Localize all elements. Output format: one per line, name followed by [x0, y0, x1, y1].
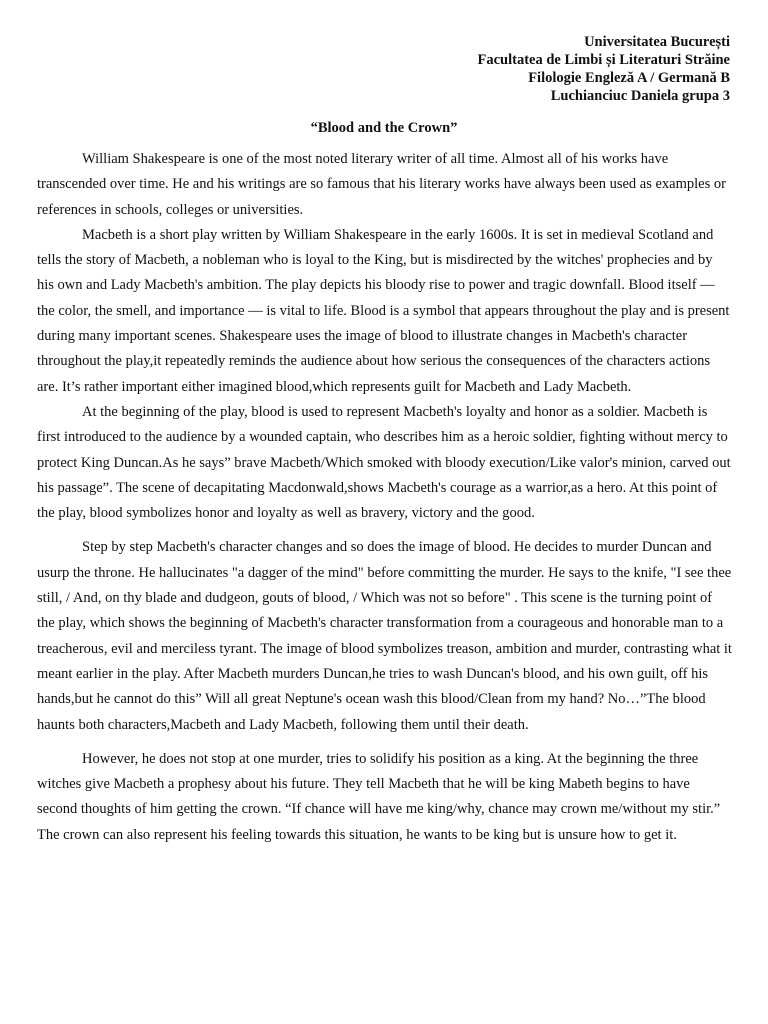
author-header: [477, 33, 730, 105]
program-name: Filologie Engleză A / Germană B: [528, 70, 730, 86]
paragraph-macbeth-summary: Macbeth is a short play written by William Shakespeare in the early 1600s. It is set in medieval Scotland and tells the story of Macbeth, a nobleman who is loyal to the King, but is misdirected by the witches' prophecies and by his own and Lady Macbeth's ambition. The play depicts his bloody rise to power and tragic downfall. Blood itself — the color, the smell, and importance — is vital to life. Blood is a symbol that appears throughout the play and is present during many important scenes. Shakespeare uses the image of blood to illustrate changes in Macbeth's character throughout the play,it repeatedly reminds the audience about how serious the consequences of the characters actions are. It’s rather important either imagined blood,which represents guilt for Macbeth and Lady Macbeth.: [37, 226, 730, 395]
essay-body: [37, 147, 733, 848]
university-name: Universitatea București: [584, 34, 730, 50]
faculty-name: Facultatea de Limbi și Literaturi Străine: [477, 52, 730, 68]
paragraph-intro: William Shakespeare is one of the most noted literary writer of all time. Almost all of his works have transcended over time. He and his writings are so famous that his literary works have always been used as examples or references in schools, colleges or universities.: [37, 151, 726, 218]
paragraph-crown: However, he does not stop at one murder, tries to solidify his position as a king. At the beginning the three witches give Macbeth a prophesy about his future. They tell Macbeth that he will be king Mabeth begins to have second thoughts of him getting the crown. “If chance will have me king/why, chance may crown me/without my stir.” The crown can also represent his feeling towards this situation, he wants to be king but is unsure how to get it.: [37, 750, 721, 843]
essay-title: “Blood and the Crown”: [310, 120, 458, 136]
author-name: Luchianciuc Daniela grupa 3: [550, 88, 730, 104]
paragraph-transformation: Step by step Macbeth's character changes and so does the image of blood. He decides to murder Duncan and usurp the throne. He hallucinates "a dagger of the mind" before committing the murder. He says to the knife, "I see thee still, / And, on thy blade and dudgeon, gouts of blood, / Which was not so before" . This scene is the turning point of the play, which shows the beginning of Macbeth's character transformation from a courageous and honorable man to a treacherous, evil and merciless tyrant. The image of blood symbolizes treason, ambition and murder, contrasting what it meant earlier in the play. After Macbeth murders Duncan,he tries to wash Duncan's blood, and his own guilt, off his hands,but he cannot do this” Will all great Neptune's ocean wash this blood/Clean from my hand? No…”The blood haunts both characters,Macbeth and Lady Macbeth, following them until their death.: [37, 539, 732, 733]
paragraph-loyalty: At the beginning of the play, blood is used to represent Macbeth's loyalty and honor as a soldier. Macbeth is first introduced to the audience by a wounded captain, who describes him as a heroic soldier, fighting without mercy to protect King Duncan.As he says” brave Macbeth/Which smoked with bloody execution/Like valor's minion, carved out his passage”. The scene of decapitating Macdonwald,shows Macbeth's courage as a warrior,as a hero. At this point of the play, blood symbolizes honor and loyalty as well as bravery, victory and the good.: [37, 403, 731, 522]
